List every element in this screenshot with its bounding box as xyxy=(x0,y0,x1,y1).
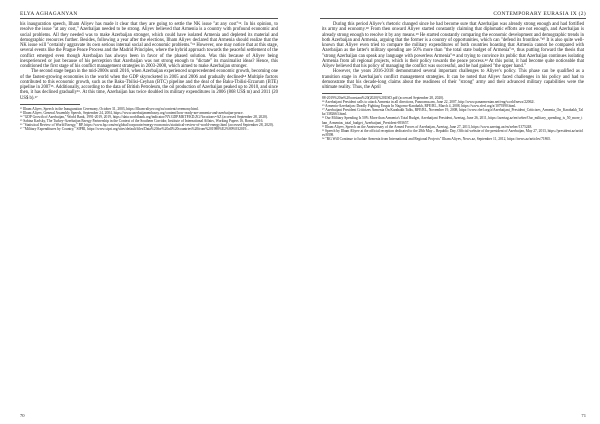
right-body-text xyxy=(322,22,584,141)
footnote: ²² Ilham Aliyev, Speech on the Anniversary of the Armed Forces of Azerbaijan, Azertag, June 27, 2013, https://www.azertag.az/en/xeber/1375248. xyxy=(322,124,533,129)
footnote: ¹⁷ "Military Expenditures by Country," SIPRI, https://www.sipri.org/sites/default/files/Data%20for%20all%20countries%20from%201988%E2%80%932019... xyxy=(20,126,250,131)
header-rule xyxy=(20,18,278,19)
right-page xyxy=(300,0,600,424)
running-head-author: ELYA AGHAGANYAN xyxy=(20,11,78,17)
paragraph: The second stage began in the mid-2000s until 2016, when Azerbaijan experienced unprecedented economic growth, becoming one of the fastest-growing economies in the world when the GDP skyrocketed in 2005 and 2006 and gradually declined¹⁴ Multiple factors contributed to this economic growth, such as the Baku-Tbilisi-Ceyhan (BTC) pipeline and the deal of the Baku-Tbilisi-Erzurum (BTE) pipeline in 2007¹⁵. Additionally, according to the data of British Petroleum, the oil production of Azerbaijan peaked up to 2010, and since then, it has declined gradually¹⁶. At this time, Azerbaijan has twice doubled its military expenditures in 2006 (868 US$ m) and 2011 (20 US$ b).¹⁷ xyxy=(20,69,278,101)
footnote: 88-2019%20in%20constant%20(2020)%20USD.pdf (accessed September 28, 2020). xyxy=(322,96,445,101)
footnote: ¹⁹ Armenia-Azerbaijan: Deadly Fighting Erupts In Nagorno-Karabakh, RFE/RL, March 4, 2008, https://www.rferl.org/a/1079390.html. xyxy=(322,104,517,109)
footnote: ¹⁴ "GDP Growth of Azerbaijan," World Bank, 1991-2019, 2019, https://data.worldbank.org/indicator/NY.GDP.MKTP.KD.ZG?locations=AZ (accessed September 28, 2020). xyxy=(20,114,268,119)
paragraph: his inauguration speech, Ilham Aliyev has made it clear that they are going to settle the NK issue "at any cost"¹². In his opinion, to resolve the issue "at any cost," Azerbaijan needed to be strong. Aliyev believed that Armenia is a country with profound economic and social problems. All they needed was to make Azerbaijan stronger, which could have isolated Armenia and depleted its material and demographic resources further. Besides, following a year after the elections, Ilham Aliyev declared that Armenia should realize that the NK issue will "certainly aggravate its own serious internal social and economic problems."¹³ However, one may notice that at this stage, several events like the Prague Peace Process and the Madrid Principles, where the hybrid approach towards the peaceful settlement of the conflict emerged even though Azerbaijan has always been in favor of the phased solution. Was this because of Aliyev being inexperienced or just because of his perception that Azerbaijan was not strong enough to "dictate" its maximalist ideas? Hence, this conditioned the first stage of his conflict management strategies in 2003-2008, which aimed to make Azerbaijan stronger. xyxy=(20,22,278,69)
right-footnotes xyxy=(322,96,584,141)
footnote: ²³ Speech by Ilham Aliyev at the official reception dedicated to the 28th May – Republic Day, Official website of the president of Azerbaijan, May 27, 2013, https://president.az/articles/8398. xyxy=(322,128,584,137)
footnote: ¹³ Ilham Aliyev, General Assembly Speech, September 24, 2004, https://www.azerbaijanembassy.org/content/how-ready-are-armenia-and-azerbaijan-peace. xyxy=(20,110,244,115)
header-rule xyxy=(320,18,586,19)
footnote-rule xyxy=(322,93,382,94)
footnote: ¹⁵ Sabina Karlsky, The Turkey-Azerbaijan Energy Partnership in the Context of the Southern Corridor, Institute of International Affairs, Working Papers 16, Rome, 2016. xyxy=(20,118,264,123)
left-footnotes xyxy=(20,107,278,131)
paragraph: During this period Aliyev's rhetoric changed since he had become sure that Azerbaijan was already strong enough and had fortified its army and economy.¹⁸ From then onward Aliyev started constantly claiming that diplomatic efforts are not enough, and Azerbaijan is already strong enough to resolve it by any means.¹⁹ He started constantly comparing the economic development and demographic trends in both Azerbaijan and Armenia, arguing that the former is a country of opportunities, which can "defend its frontline."²⁰ It is also quite well-known that Aliyev even tried to compare the military expenditures of both countries boasting that Armenia cannot be compared with Azerbaijan as the latter's military spending are 50% more than "the total state budget of Armenia"²¹, thus putting forward the thesis that "strong Azerbaijan can speak any language with powerless Armenia"²² and trying to convince its public that Azerbaijan continues isolating Armenia from all regional projects, which is their policy towards the peace process.²³ At this point, it had become quite noticeable that Aliyev believed that his policy of managing the conflict was successful, and he had gained "the upper hand." xyxy=(322,22,584,69)
page-number: 70 xyxy=(20,413,25,418)
footnote: ²⁰ Azerbaijani President Criticizes Armenia On Karabakh Talks, RFE/RL, November 19, 2008, https://www.rferl.org/a/Azerbaijani_President_Criticizes_Armenia_On_Karabakh_Talks/1382663.html. xyxy=(322,108,584,117)
footnote: ²¹ Our Military Spending Is 50% More than Armenia's Total Budget, Azerbaijani President, Azertag, June 26, 2011, https://azertag.az/en/xeber/Our_military_spending_is_50_more_than_Armenias_total_budget_Azerbaijani_President-693657. xyxy=(322,116,583,125)
footnote: ¹⁶ "Statistical Review of World Energy," BP, https://www.bp.com/en/global/corporate/energy-economics/statistical-review-of-world-energy.html (accessed September 28, 2020). xyxy=(20,122,274,127)
left-body-text xyxy=(20,22,278,131)
footnote-rule xyxy=(20,104,80,105)
footnote: ¹⁸ Azerbaijani President calls to attack Armenia in all directions, Panorama.am, June 22, 2007, http://www.panarmenian.net/eng/world/news/22062/. xyxy=(322,100,536,105)
footnote: ²⁴ "RG Will Continue to Isolate Armenia from International and Regional Projects" Ilham Aliyev, News.az, September 11, 2012, https://news.az/articles/71865. xyxy=(322,136,551,141)
page-number: 71 xyxy=(581,413,586,418)
footnote: ¹² Ilham Aliyev, Speech in the Inauguration Ceremony, October 31, 2003, https://ilham-aliyev.org/ru/content/ceremony.html. xyxy=(20,106,199,111)
running-head-journal: CONTEMPORARY EURASIA IX (2) xyxy=(493,11,586,17)
paragraph: However, the years 2016-2018 demonstrated several important challenges to Aliyev's policy. This phase can be qualified as a transition stage in Azerbaijan's conflict management strategies. It can be noted that Aliyev faced challenges in his policy and had to demonstrate that his decade-long claims about the readiness of their "strong" army and their advanced military capabilities were the ultimate reality. Thus, the April xyxy=(322,69,584,90)
